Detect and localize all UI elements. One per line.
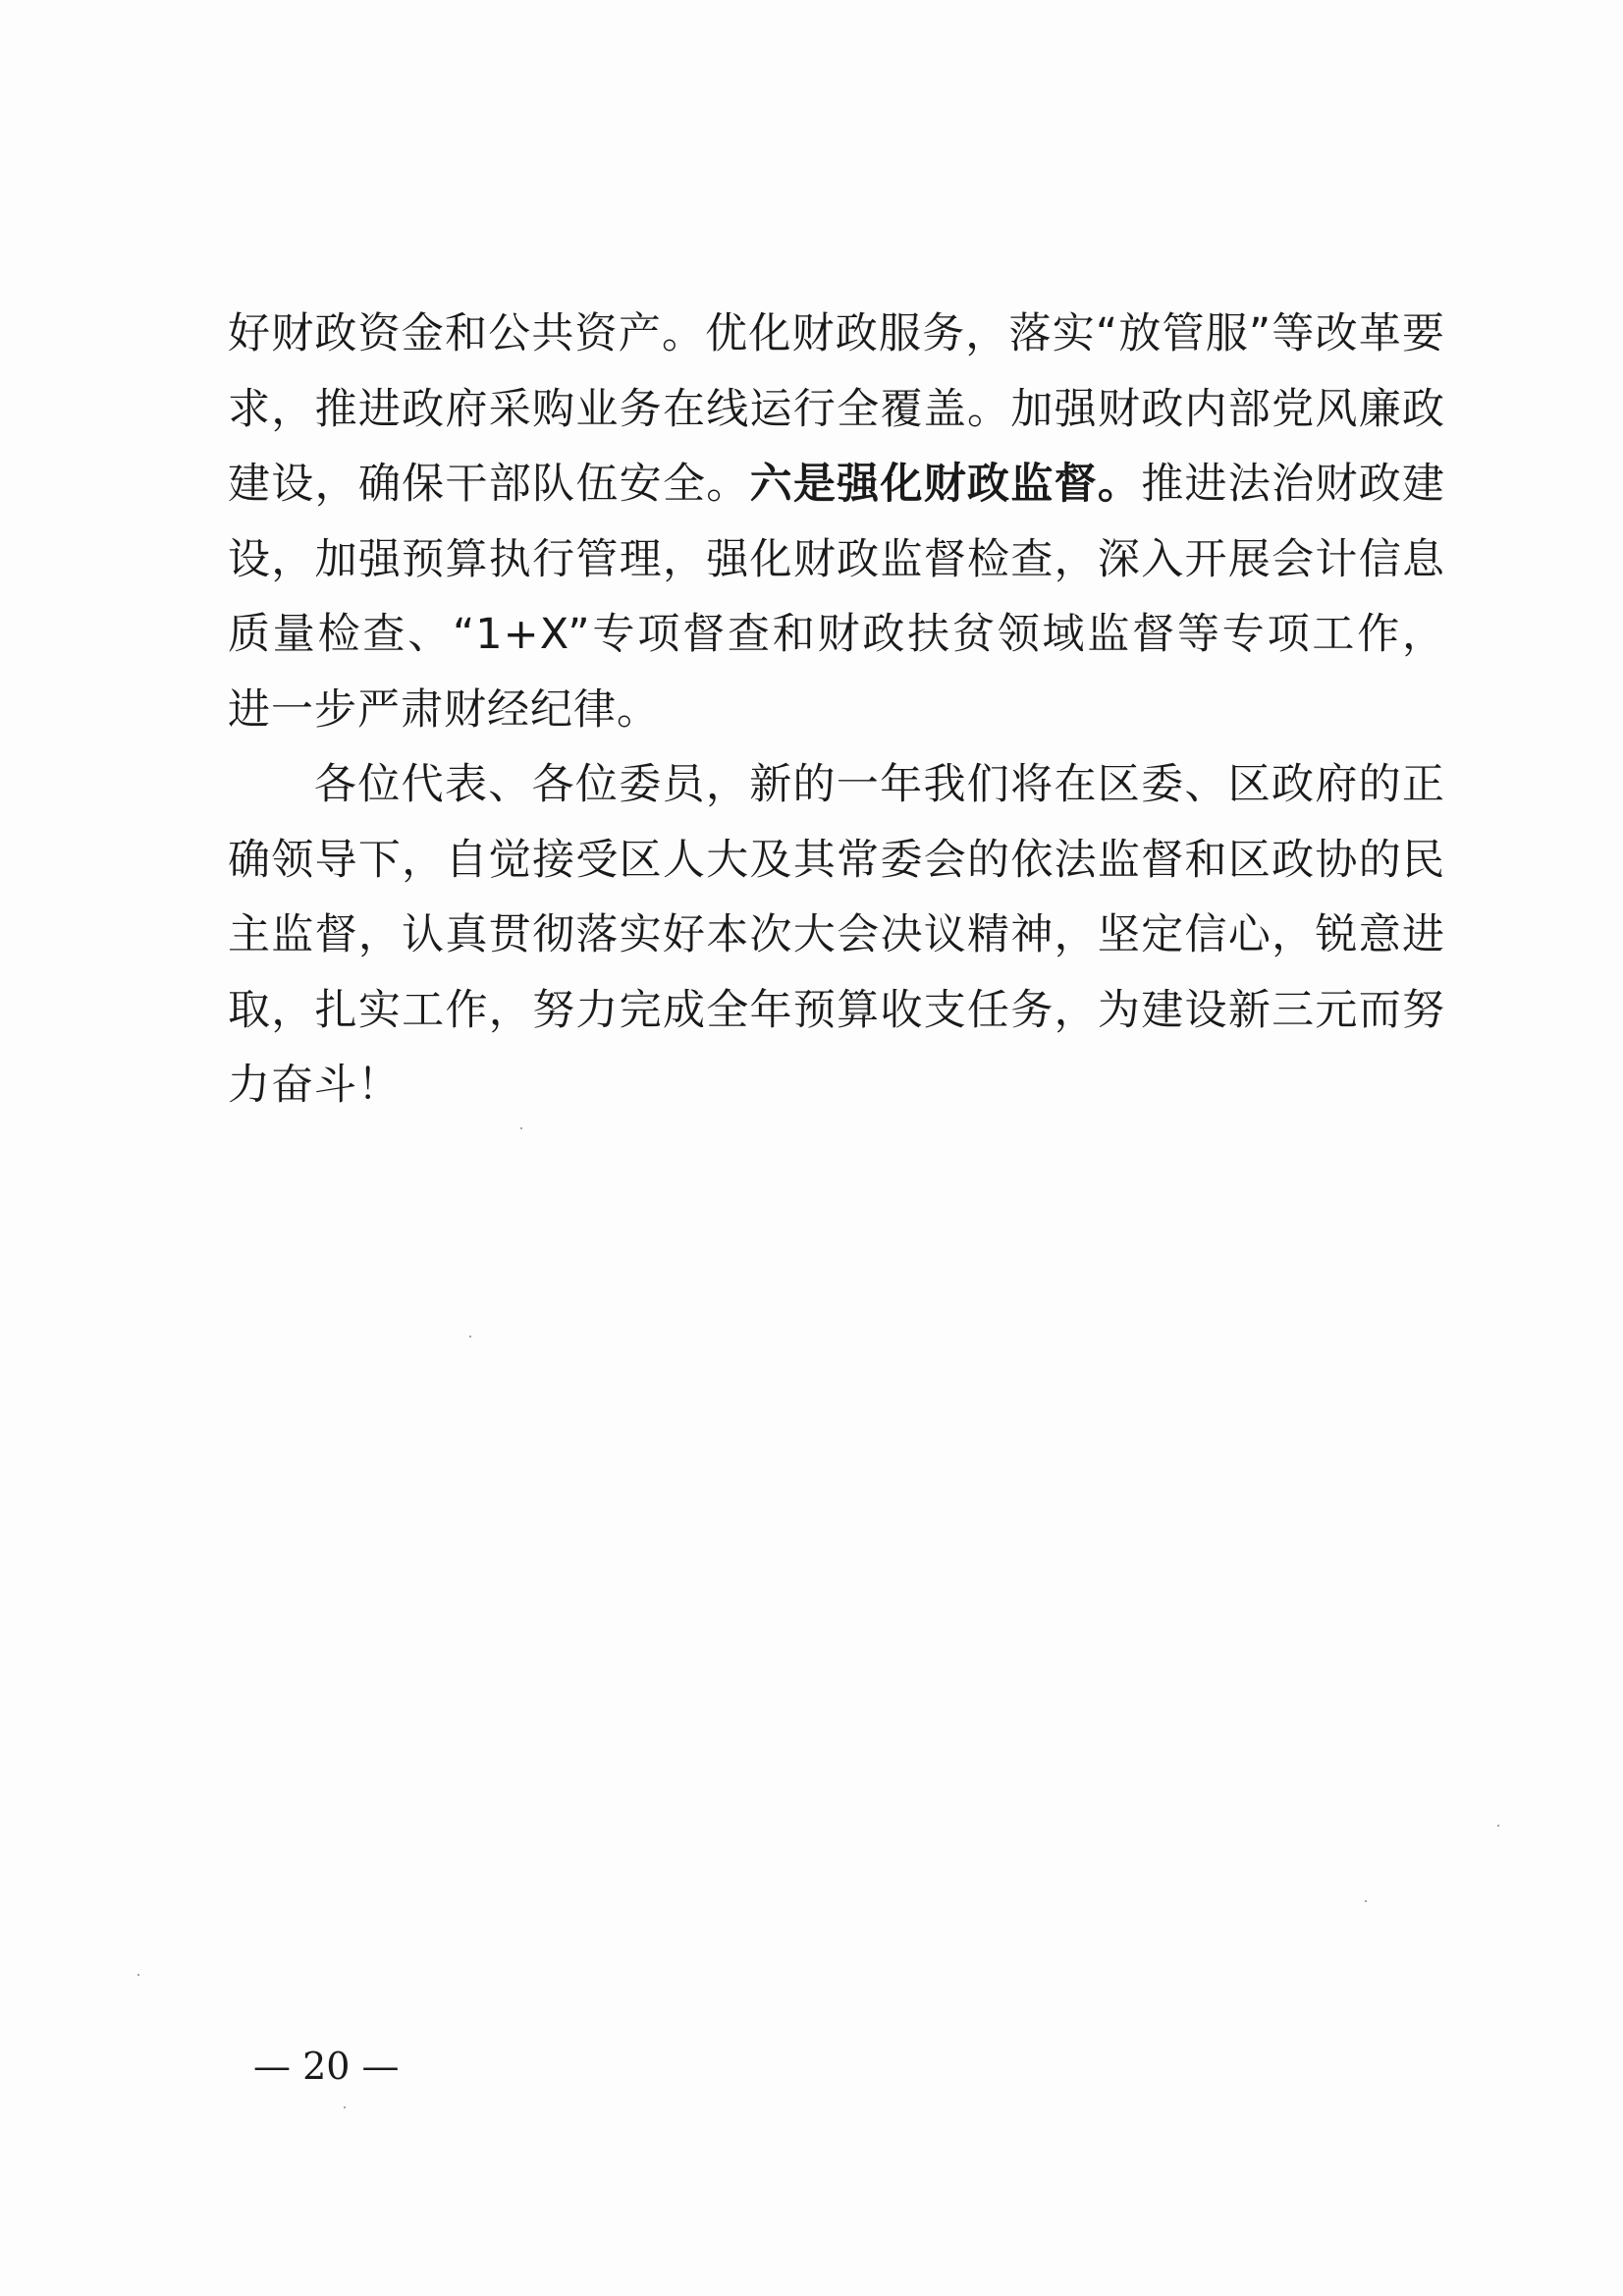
scan-speck xyxy=(344,2106,346,2108)
scan-speck xyxy=(520,1127,522,1129)
section-heading-bold: 六是强化财政监督。 xyxy=(749,460,1142,509)
scan-speck xyxy=(1497,1825,1499,1827)
paragraph-closing: 各位代表、各位委员，新的一年我们将在区委、区政府的正确领导下，自觉接受区人大及其常委会的依法监督和区政协的民主监督，认真贯彻落实好本次大会决议精神，坚定信心，锐意进取，扎实工作，努力完成全年预算收支任务，为建设新三元而努力奋斗！ xyxy=(228,760,1445,1110)
page-number: — 20 — xyxy=(253,2045,400,2088)
paragraph-text: 推进法治财政建设，加强预算执行管理，强化财政监督检查，深入开展会计信息质量检查、“1+X”专项督查和财政扶贫领域监督等专项工作，进一步严肃财经纪律。 xyxy=(228,460,1446,735)
scan-speck xyxy=(137,1974,139,1976)
scan-speck xyxy=(469,1336,471,1338)
paragraph-text: 好财政资金和公共资产。优化财政服务，落实“放管服”等改革要求，推进政府采购业务在线运行全覆盖。加强财政内部党风廉政建设，确保干部队伍安全。 xyxy=(228,309,1445,509)
body-text xyxy=(228,297,1445,1123)
paragraph-continuation xyxy=(228,297,1445,747)
scan-speck xyxy=(1365,1900,1367,1902)
